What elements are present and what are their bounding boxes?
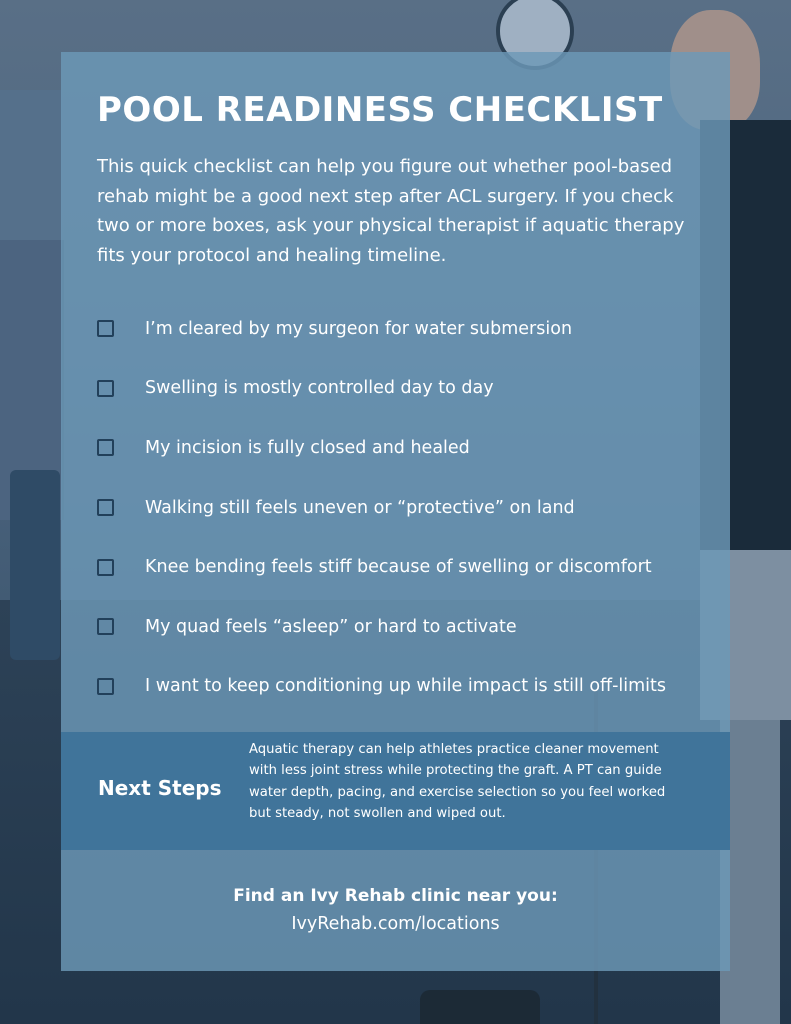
locations-link[interactable]: IvyRehab.com/locations bbox=[291, 914, 500, 934]
checklist-item-label: I’m cleared by my surgeon for water submersion bbox=[145, 318, 573, 339]
checklist-item-label: Swelling is mostly controlled day to day bbox=[145, 378, 494, 399]
checklist-item-label: Walking still feels uneven or “protective” on land bbox=[145, 497, 575, 518]
next-steps-band bbox=[61, 732, 730, 850]
checkbox[interactable] bbox=[97, 499, 114, 516]
checklist bbox=[97, 299, 722, 716]
background-shelf bbox=[0, 90, 62, 240]
footer-cta: Find an Ivy Rehab clinic near you: bbox=[233, 886, 558, 906]
background-stool bbox=[10, 470, 60, 660]
checklist-item bbox=[97, 597, 722, 657]
checklist-panel bbox=[61, 52, 730, 971]
checkbox[interactable] bbox=[97, 380, 114, 397]
intro-paragraph: This quick checklist can help you figure out whether pool-based rehab might be a good next step after ACL surgery. If you check two or more boxes, ask your physical therapist if aquatic therapy fits your protocol and healing timeline. bbox=[97, 156, 685, 266]
checkbox[interactable] bbox=[97, 678, 114, 695]
checklist-item-label: My quad feels “asleep” or hard to activate bbox=[145, 616, 517, 637]
checklist-item bbox=[97, 478, 722, 538]
next-steps-heading: Next Steps bbox=[98, 776, 222, 800]
checklist-item-label: Knee bending feels stiff because of swelling or discomfort bbox=[145, 557, 652, 578]
checklist-item bbox=[97, 359, 722, 419]
checklist-item bbox=[97, 537, 722, 597]
checklist-item-label: My incision is fully closed and healed bbox=[145, 437, 470, 458]
checkbox[interactable] bbox=[97, 559, 114, 576]
next-steps-text: Aquatic therapy can help athletes practice cleaner movement with less joint stress while protecting the graft. A PT can guide water depth, pacing, and exercise selection so you feel worked but steady, not swollen and wiped out. bbox=[249, 742, 666, 821]
checkbox[interactable] bbox=[97, 439, 114, 456]
checkbox[interactable] bbox=[97, 618, 114, 635]
page-title: POOL READINESS CHECKLIST bbox=[97, 90, 663, 130]
checklist-item-label: I want to keep conditioning up while impact is still off-limits bbox=[145, 676, 667, 697]
background-shoe bbox=[420, 990, 540, 1024]
checklist-item bbox=[97, 299, 722, 359]
checkbox[interactable] bbox=[97, 320, 114, 337]
checklist-item bbox=[97, 418, 722, 478]
checklist-item bbox=[97, 657, 722, 717]
